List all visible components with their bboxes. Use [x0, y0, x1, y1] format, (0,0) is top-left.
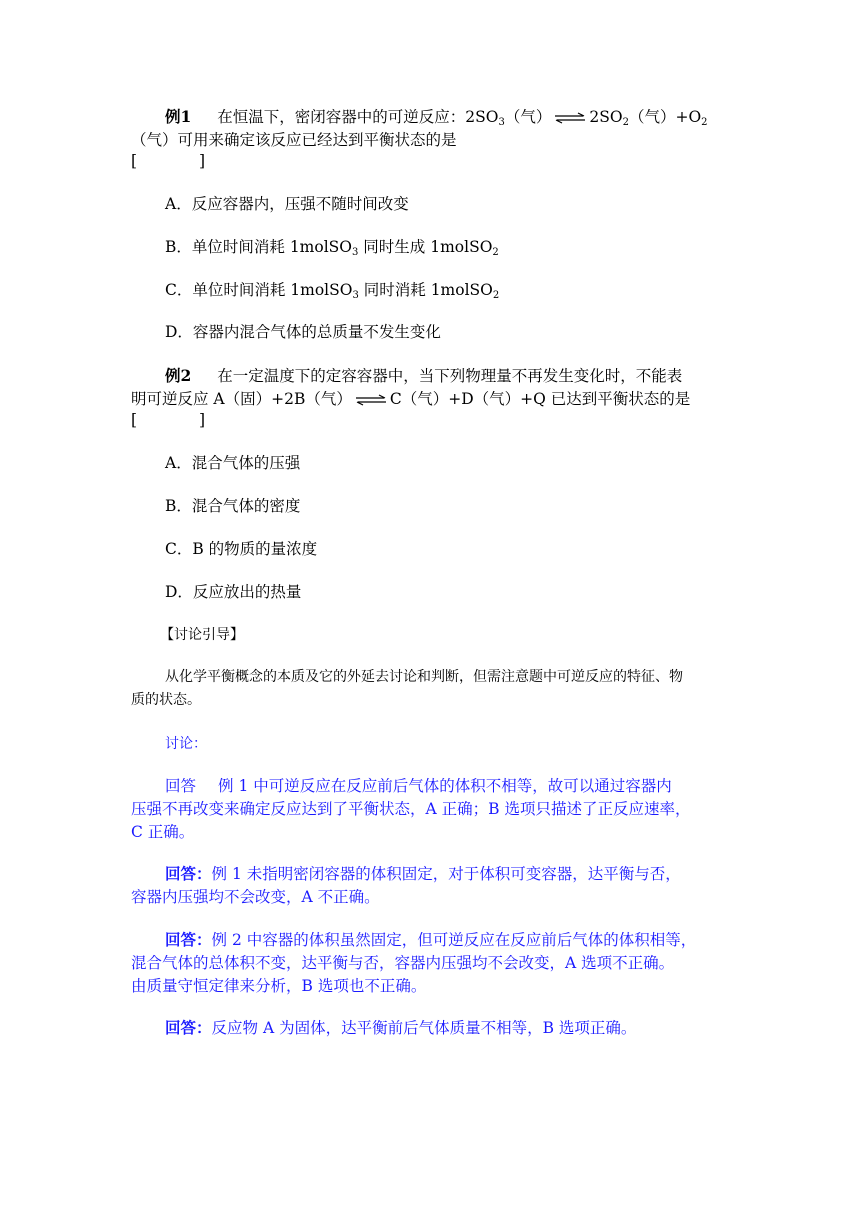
example1-option-d: D．容器内混合气体的总质量不发生变化	[165, 323, 441, 341]
example2-option-d: D．反应放出的热量	[165, 583, 302, 601]
answer3-line1: 回答：例 2 中容器的体积虽然固定，但可逆反应在反应前后气体的体积相等，	[165, 930, 697, 949]
example2-line2: 明可逆反应 A（固）+2B（气） C（气）+D（气）+Q 已达到平衡状态的是	[131, 390, 691, 408]
answer4-label: 回答：	[165, 1018, 212, 1037]
example1-option-c: C．单位时间消耗 1molSO$_3$ 同时消耗 1molSO$_2$	[165, 281, 500, 301]
equilibrium-arrow-icon	[354, 394, 388, 406]
answer4-line1: 回答：反应物 A 为固体，达平衡前后气体质量不相等，B 选项正确。	[165, 1018, 637, 1037]
example1-option-a: A．反应容器内，压强不随时间改变	[165, 195, 409, 213]
example1-line2: （气）可用来确定该反应已经达到平衡状态的是	[131, 131, 457, 149]
answer1-line3: C 正确。	[131, 823, 195, 841]
guide-paragraph-line1: 从化学平衡概念的本质及它的外延去讨论和判断，但需注意题中可逆反应的特征、物	[165, 669, 683, 685]
example2-bracket: [ ]	[131, 411, 206, 429]
answer3-line3: 由质量守恒定律来分析，B 选项也不正确。	[131, 977, 427, 995]
example2-label: 例2	[165, 366, 192, 385]
answer2-line1: 回答：例 1 未指明密闭容器的体积固定，对于体积可变容器，达平衡与否，	[165, 864, 681, 883]
example2-option-c: C．B 的物质的量浓度	[165, 540, 318, 558]
answer1-line1: 回答 例 1 中可逆反应在反应前后气体的体积不相等，故可以通过容器内	[165, 777, 672, 795]
example1-option-b: B．单位时间消耗 1molSO$_3$ 同时生成 1molSO$_2$	[165, 238, 499, 258]
answer2-label: 回答：	[165, 864, 212, 883]
guide-paragraph-line2: 质的状态。	[131, 692, 201, 708]
equilibrium-arrow-icon	[553, 112, 587, 124]
example2-option-a: A．混合气体的压强	[165, 454, 301, 472]
example2-line1: 例2 在一定温度下的定容容器中，当下列物理量不再发生变化时，不能表	[165, 366, 683, 385]
example1-bracket: [ ]	[131, 152, 206, 170]
example1-label: 例1	[165, 107, 192, 126]
example1-line1: 例1 在恒温下，密闭容器中的可逆反应：$2SO_3$（气） $2SO_2$（气）$+O_2$	[165, 107, 708, 128]
answer1-label: 回答	[165, 777, 197, 795]
answer1-line2: 压强不再改变来确定反应达到了平衡状态，A 正确；B 选项只描述了正反应速率，	[131, 800, 691, 818]
answer2-line2: 容器内压强均不会改变，A 不正确。	[131, 888, 380, 906]
answer3-line2: 混合气体的总体积不变，达平衡与否，容器内压强均不会改变，A 选项不正确。	[131, 954, 675, 972]
example2-option-b: B．混合气体的密度	[165, 497, 301, 515]
answer3-label: 回答：	[165, 930, 212, 949]
guide-heading: 【讨论引导】	[160, 627, 244, 643]
discussion-label: 讨论：	[165, 736, 207, 752]
